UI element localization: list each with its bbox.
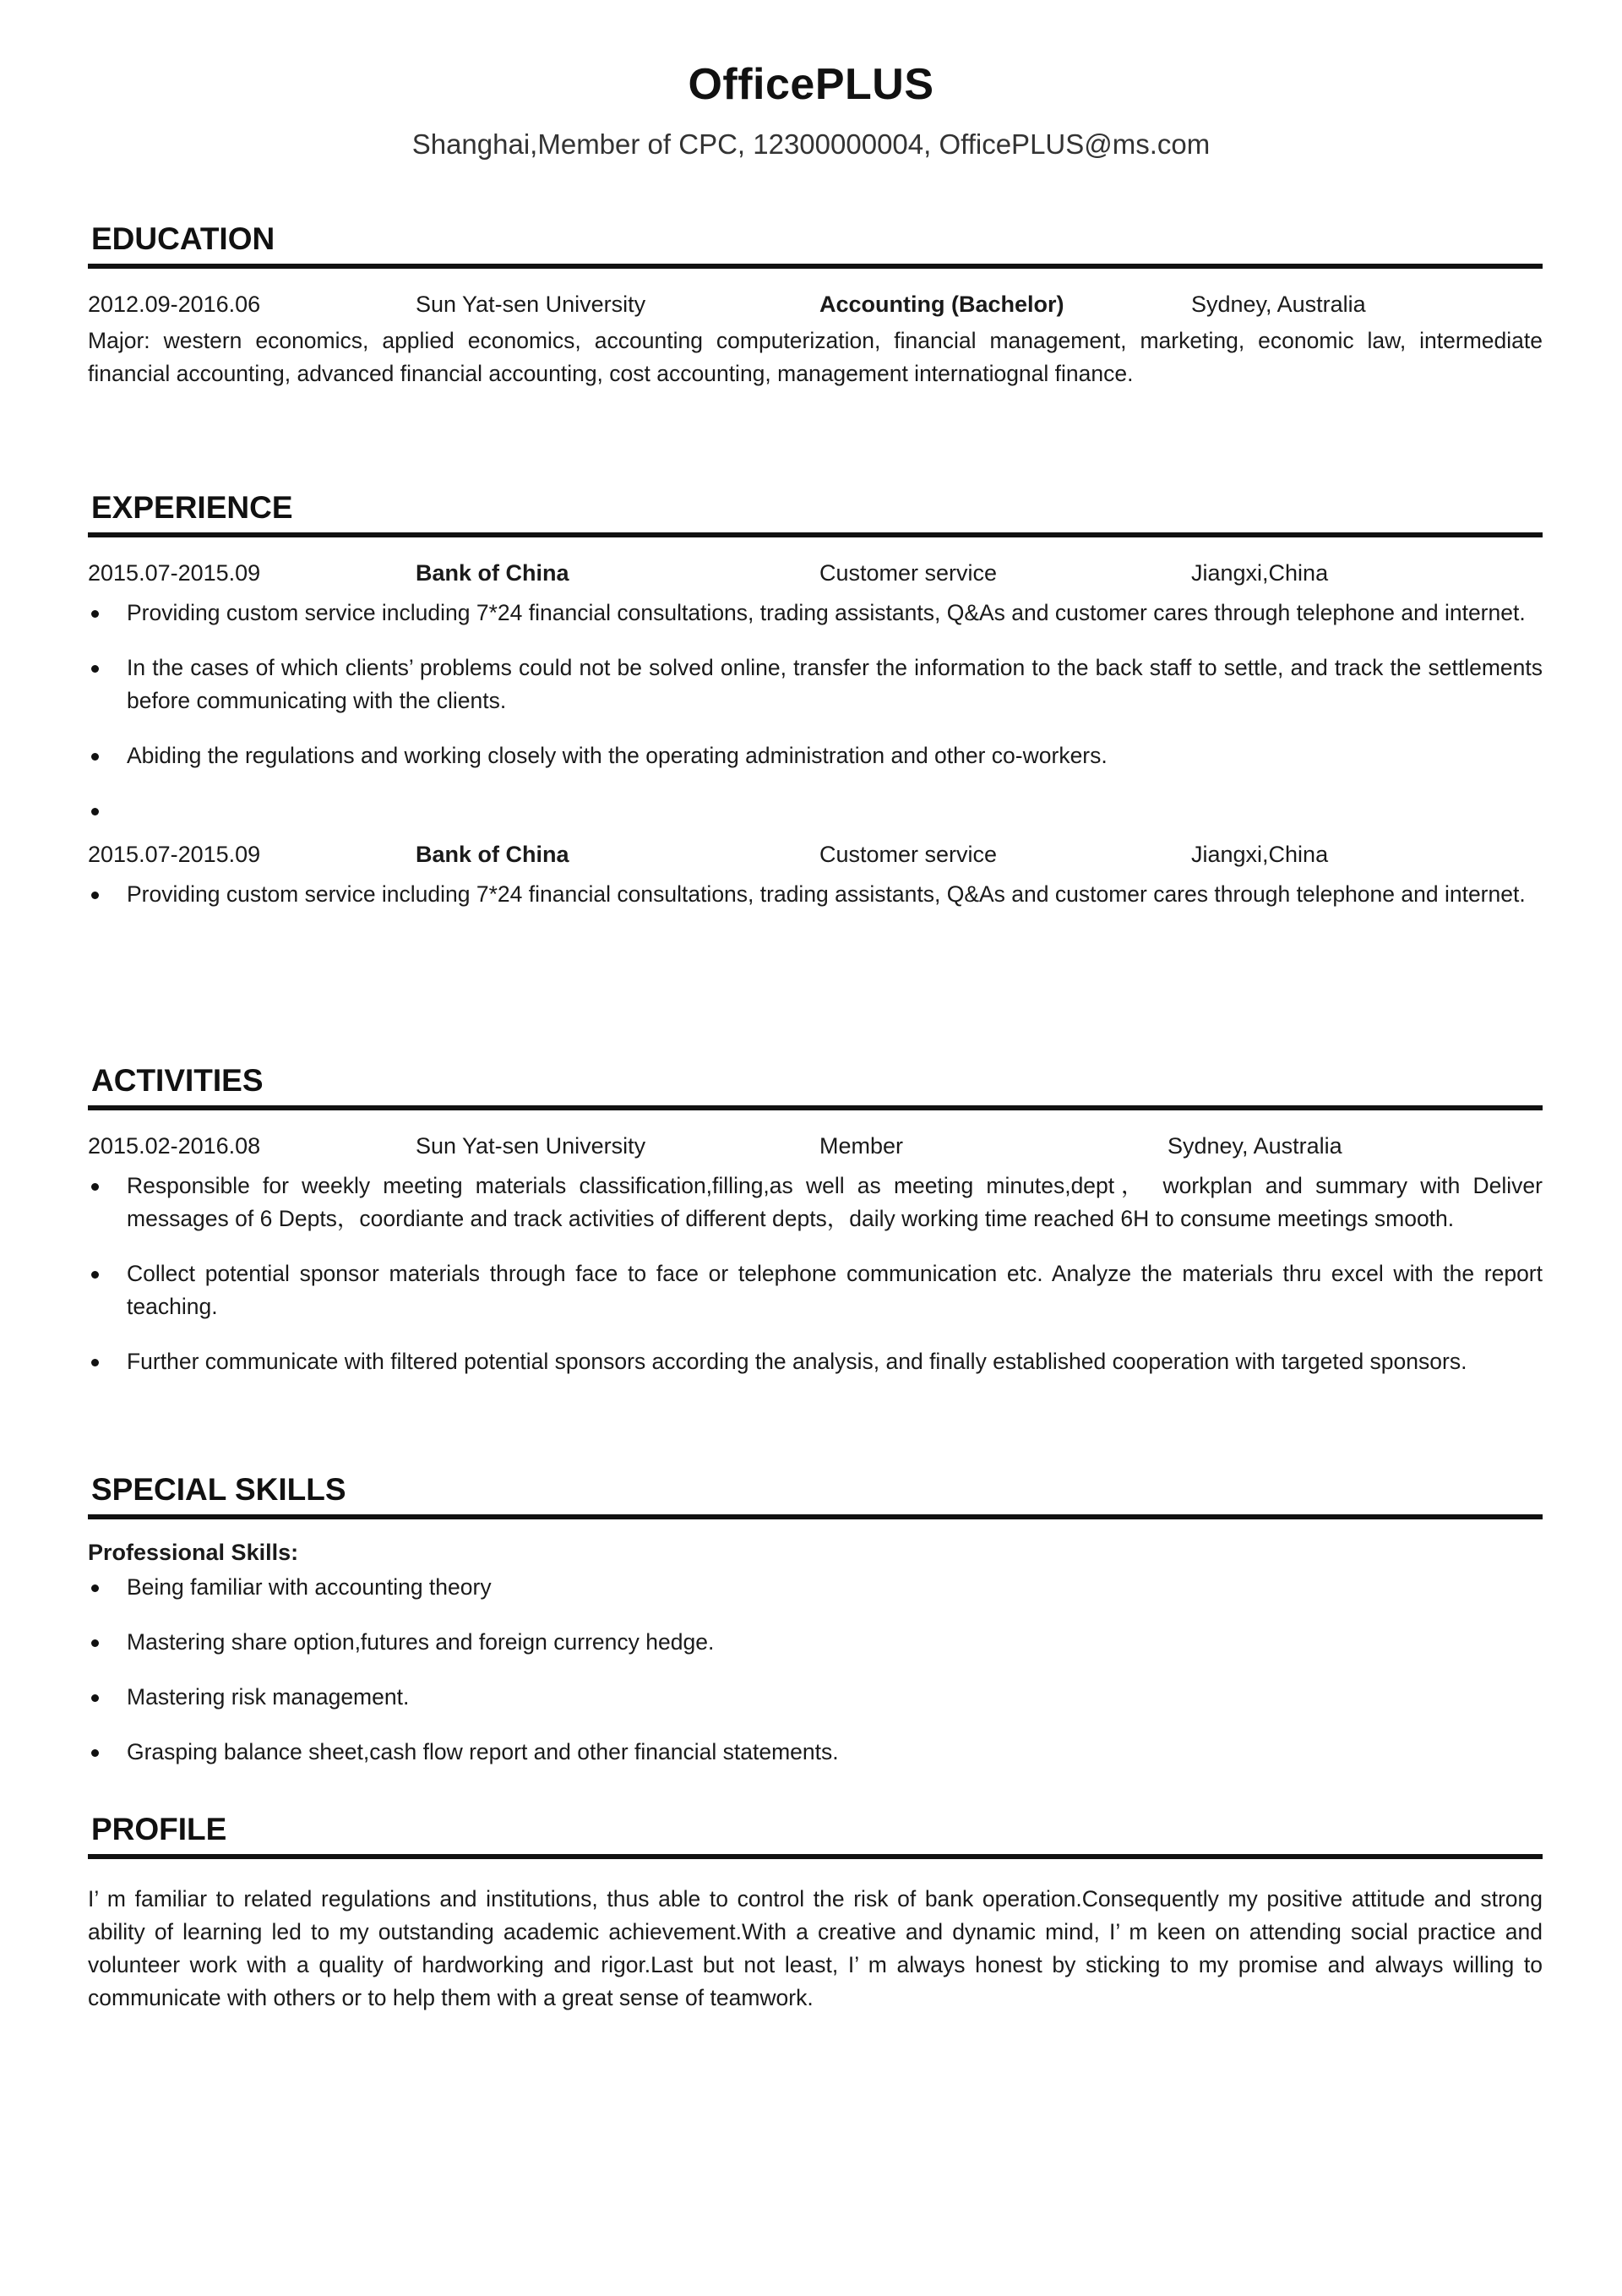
education-section: [88, 221, 1543, 490]
section-title-activities: ACTIVITIES: [88, 1063, 1543, 1110]
entry-date: 2012.09-2016.06: [88, 291, 261, 317]
profile-text: I’ m familiar to related regulations and institutions, thus able to control the risk of bank operation.Consequently my positive attitude and strong ability of learning led to my outstanding academic achievement.With a creative and dynamic mind, I’ m keen on attending social practice and volunteer work with a quality of hardworking and rigor.Last but not least, I’ m always honest by sticking to my promise and always willing to communicate with others or to help them with a great sense of teamwork.: [88, 1886, 1543, 2010]
skills-section: [88, 1472, 1543, 1812]
list-item: Further communicate with filtered potential sponsors according the analysis, and finally established cooperation with targeted sponsors.: [88, 1345, 1543, 1378]
entry-role: Customer service: [819, 841, 998, 867]
skills-label: Professional Skills:: [88, 1540, 299, 1565]
entry-location: Jiangxi,China: [1191, 841, 1329, 867]
list-item: Mastering risk management.: [88, 1681, 1543, 1714]
profile-section: [88, 1812, 1543, 2015]
entry-location: Sydney, Australia: [1168, 1132, 1342, 1159]
list-item: Collect potential sponsor materials through face to face or telephone communication etc. Analyze the materials thru excel with the report teaching.: [88, 1257, 1543, 1323]
entry-organization: Sun Yat-sen University: [416, 291, 646, 317]
section-title-experience: EXPERIENCE: [88, 490, 1543, 537]
entry-date: 2015.02-2016.08: [88, 1132, 261, 1159]
entry-role: Accounting (Bachelor): [819, 291, 1064, 317]
activities-entry-header: [88, 1131, 1543, 1161]
entry-location: Sydney, Australia: [1191, 291, 1366, 317]
entry-organization: Bank of China: [416, 559, 569, 586]
list-item: Mastering share option,futures and foreign currency hedge.: [88, 1626, 1543, 1659]
section-title-education: EDUCATION: [88, 221, 1543, 269]
contact-line: Shanghai,Member of CPC, 12300000004, OfficePLUS@ms.com: [411, 128, 1211, 160]
experience-entry-header: [88, 558, 1543, 588]
list-item: Responsible for weekly meeting materials classification,filling,as well as meeting minutes,dept， workplan and summary with Deliver messages of 6 Depts，coordiante and track activities of different depts，daily working time reached 6H to consume meetings smooth.: [88, 1170, 1543, 1235]
experience-section: [88, 490, 1543, 1063]
entry-organization: Sun Yat-sen University: [416, 1132, 646, 1159]
resume-content: [88, 221, 1543, 2015]
entry-role: Customer service: [819, 559, 998, 586]
list-item: In the cases of which clients’ problems could not be solved online, transfer the information to the back staff to settle, and track the settlements before communicating with the clients.: [88, 652, 1543, 717]
education-description: Major: western economics, applied economics, accounting computerization, financial management, marketing, economic law, intermediate financial accounting, advanced financial accounting, cost accounting, management internatiognal finance.: [88, 328, 1543, 386]
list-item: Being familiar with accounting theory: [88, 1571, 1543, 1604]
skills-bullets: [88, 1571, 1543, 1769]
list-item: Abiding the regulations and working closely with the operating administration and other co-workers.: [88, 739, 1543, 772]
entry-organization: Bank of China: [416, 841, 569, 867]
entry-location: Jiangxi,China: [1191, 559, 1329, 586]
experience-entry-header: [88, 839, 1543, 870]
entry-role: Member: [819, 1132, 904, 1159]
candidate-name: OfficePLUS: [688, 60, 934, 109]
entry-date: 2015.07-2015.09: [88, 559, 261, 586]
section-title-profile: PROFILE: [88, 1812, 1543, 1859]
activities-bullets: [88, 1170, 1543, 1378]
section-title-skills: SPECIAL SKILLS: [88, 1472, 1543, 1519]
resume-header: [0, 0, 1622, 161]
entry-date: 2015.07-2015.09: [88, 841, 261, 867]
list-item: Providing custom service including 7*24 financial consultations, trading assistants, Q&As and customer cares through telephone and internet.: [88, 878, 1543, 911]
list-item: Providing custom service including 7*24 financial consultations, trading assistants, Q&As and customer cares through telephone and internet.: [88, 597, 1543, 630]
list-item: Grasping balance sheet,cash flow report and other financial statements.: [88, 1736, 1543, 1769]
experience-bullets: [88, 878, 1543, 911]
education-entry-header: [88, 289, 1543, 319]
list-item: [88, 794, 1543, 827]
activities-section: [88, 1063, 1543, 1472]
experience-bullets: [88, 597, 1543, 827]
